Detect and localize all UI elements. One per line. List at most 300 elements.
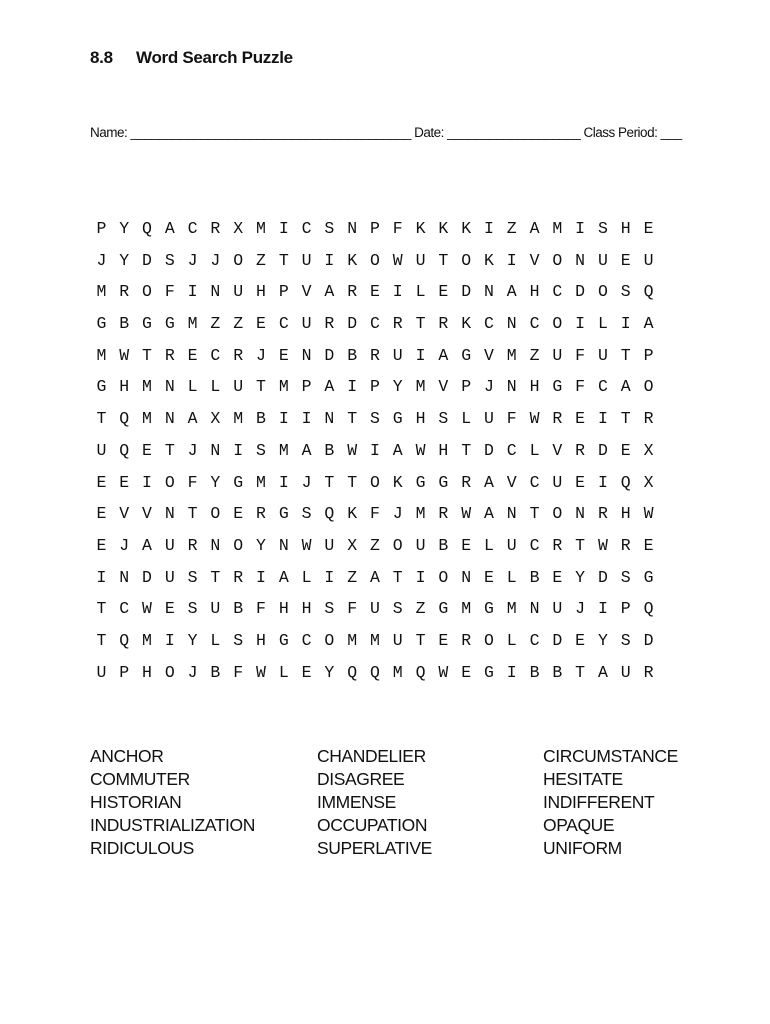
grid-letter: I <box>256 567 266 587</box>
grid-letter: T <box>620 345 631 365</box>
grid-letter: U <box>392 345 403 365</box>
grid-letter: W <box>461 504 472 524</box>
grid-letter: P <box>461 377 472 397</box>
grid-letter: I <box>324 250 335 270</box>
grid-row <box>90 498 660 530</box>
grid-letter: G <box>483 599 494 619</box>
grid-letter: E <box>620 250 631 270</box>
grid-letter: M <box>256 472 266 492</box>
grid-letter: M <box>415 504 426 524</box>
grid-letter: I <box>506 662 517 682</box>
grid-letter: O <box>210 504 221 524</box>
grid-letter: N <box>324 409 335 429</box>
grid-letter: G <box>96 377 107 397</box>
grid-letter: H <box>620 219 631 238</box>
grid-letter: Y <box>392 377 403 397</box>
grid-letter: H <box>529 282 540 302</box>
grid-row <box>90 371 660 403</box>
grid-letter: U <box>506 535 517 555</box>
grid-letter: U <box>210 599 221 619</box>
grid-letter: Z <box>529 345 540 365</box>
grid-letter: A <box>529 219 540 238</box>
grid-letter: G <box>552 377 563 397</box>
grid-letter: H <box>301 599 312 619</box>
grid-row <box>90 340 660 372</box>
grid-letter: O <box>483 630 494 650</box>
grid-letter: T <box>96 599 107 619</box>
grid-letter: M <box>96 345 107 365</box>
grid-letter: J <box>187 250 198 270</box>
grid-letter: J <box>483 377 494 397</box>
grid-letter: L <box>278 662 289 682</box>
grid-row <box>90 530 660 562</box>
grid-letter: A <box>142 535 152 555</box>
grid-letter: A <box>187 409 198 429</box>
grid-letter: Y <box>324 662 335 682</box>
grid-letter: H <box>256 630 266 650</box>
grid-letter: T <box>529 504 540 524</box>
grid-letter: I <box>142 472 152 492</box>
word-item: OPAQUE <box>543 815 615 835</box>
grid-letter: C <box>552 282 563 302</box>
grid-letter: B <box>233 599 244 619</box>
grid-letter: H <box>278 599 289 619</box>
word-item: INDUSTRIALIZATION <box>90 815 255 835</box>
grid-letter: O <box>461 250 472 270</box>
grid-letter: W <box>119 345 130 365</box>
word-list-column-2 <box>317 745 432 860</box>
grid-letter: D <box>461 282 472 302</box>
grid-letter: P <box>278 282 289 302</box>
grid-letter: S <box>620 630 631 650</box>
grid-letter: O <box>370 472 380 492</box>
grid-letter: W <box>256 662 266 682</box>
grid-letter: T <box>438 250 449 270</box>
grid-letter: V <box>552 440 563 460</box>
grid-letter: K <box>347 250 358 270</box>
grid-letter: G <box>278 504 289 524</box>
grid-letter: R <box>119 282 130 302</box>
grid-letter: A <box>506 282 517 302</box>
grid-letter: T <box>575 662 586 682</box>
grid-letter: B <box>256 409 266 429</box>
grid-letter: K <box>347 504 358 524</box>
grid-letter: E <box>483 567 494 587</box>
grid-letter: N <box>506 314 517 334</box>
grid-letter: R <box>187 535 198 555</box>
grid-letter: C <box>301 630 312 650</box>
grid-letter: S <box>256 440 266 460</box>
grid-letter: L <box>506 567 517 587</box>
grid-letter: B <box>438 535 449 555</box>
grid-letter: F <box>233 662 244 682</box>
grid-letter: C <box>210 345 221 365</box>
grid-letter: H <box>415 409 426 429</box>
grid-letter: B <box>210 662 221 682</box>
date-field: Date: ___________________ <box>414 125 581 140</box>
grid-letter: Y <box>210 472 221 492</box>
grid-letter: R <box>643 409 654 429</box>
word-item: DISAGREE <box>317 769 405 789</box>
word-item: ANCHOR <box>90 746 164 766</box>
word-search-grid <box>90 213 660 688</box>
grid-letter: Q <box>643 599 654 619</box>
grid-letter: F <box>575 377 586 397</box>
grid-letter: G <box>392 409 403 429</box>
grid-letter: R <box>370 345 380 365</box>
grid-letter: U <box>233 377 244 397</box>
grid-letter: N <box>164 409 175 429</box>
grid-letter: W <box>142 599 152 619</box>
grid-letter: K <box>415 219 426 238</box>
word-list-column-1 <box>90 745 255 860</box>
grid-letter: S <box>620 282 631 302</box>
word-item: OCCUPATION <box>317 815 428 835</box>
grid-letter: I <box>597 472 608 492</box>
grid-letter: U <box>392 630 403 650</box>
grid-letter: M <box>415 377 426 397</box>
grid-row <box>90 593 660 625</box>
grid-letter: J <box>119 535 130 555</box>
grid-letter: R <box>438 314 449 334</box>
grid-letter: G <box>142 314 152 334</box>
grid-letter: R <box>461 630 472 650</box>
grid-letter: R <box>438 504 449 524</box>
grid-letter: S <box>392 599 403 619</box>
grid-letter: T <box>415 630 426 650</box>
grid-letter: N <box>529 599 540 619</box>
grid-letter: E <box>575 472 586 492</box>
grid-letter: E <box>438 282 449 302</box>
grid-letter: N <box>506 377 517 397</box>
word-item: CHANDELIER <box>317 746 426 766</box>
grid-letter: E <box>438 630 449 650</box>
grid-letter: C <box>483 314 494 334</box>
grid-letter: G <box>96 314 107 334</box>
grid-letter: R <box>552 535 563 555</box>
section-number: 8.8 <box>90 48 113 67</box>
grid-letter: Q <box>347 662 358 682</box>
grid-letter: L <box>415 282 426 302</box>
grid-letter: I <box>597 599 608 619</box>
grid-letter: M <box>370 630 380 650</box>
grid-letter: V <box>301 282 312 302</box>
grid-letter: S <box>324 599 335 619</box>
grid-letter: R <box>575 440 586 460</box>
grid-letter: M <box>392 662 403 682</box>
grid-letter: J <box>210 250 221 270</box>
grid-letter: G <box>438 599 449 619</box>
grid-letter: D <box>575 282 586 302</box>
grid-letter: P <box>643 345 654 365</box>
grid-letter: C <box>278 314 289 334</box>
grid-letter: M <box>187 314 198 334</box>
grid-letter: G <box>278 630 289 650</box>
grid-letter: R <box>210 219 221 238</box>
grid-letter: Q <box>370 662 380 682</box>
grid-letter: S <box>301 504 312 524</box>
grid-letter: A <box>324 282 335 302</box>
grid-letter: S <box>164 250 175 270</box>
grid-letter: E <box>620 440 631 460</box>
grid-letter: M <box>278 440 289 460</box>
grid-letter: E <box>96 535 107 555</box>
grid-letter: W <box>597 535 608 555</box>
grid-row <box>90 276 660 308</box>
grid-letter: E <box>461 535 472 555</box>
grid-letter: S <box>597 219 608 238</box>
grid-letter: F <box>392 219 403 238</box>
grid-letter: U <box>620 662 631 682</box>
grid-letter: I <box>347 377 358 397</box>
grid-letter: E <box>164 599 175 619</box>
grid-letter: M <box>256 219 266 238</box>
grid-letter: O <box>142 282 152 302</box>
grid-row <box>90 308 660 340</box>
grid-letter: M <box>233 409 244 429</box>
grid-letter: Y <box>187 630 198 650</box>
grid-letter: R <box>233 567 244 587</box>
grid-letter: U <box>643 250 654 270</box>
grid-letter: K <box>483 250 494 270</box>
grid-letter: P <box>370 377 380 397</box>
grid-letter: H <box>438 440 449 460</box>
grid-letter: J <box>187 662 198 682</box>
grid-letter: Z <box>233 314 244 334</box>
grid-letter: A <box>483 472 494 492</box>
page-title <box>90 48 293 68</box>
grid-letter: F <box>506 409 517 429</box>
grid-letter: U <box>164 567 175 587</box>
word-item: HISTORIAN <box>90 792 182 812</box>
grid-letter: F <box>187 472 198 492</box>
grid-letter: D <box>597 440 608 460</box>
grid-letter: V <box>483 345 494 365</box>
grid-letter: I <box>301 409 312 429</box>
grid-letter: R <box>256 504 266 524</box>
grid-letter: L <box>301 567 312 587</box>
grid-letter: R <box>552 409 563 429</box>
grid-letter: N <box>210 440 221 460</box>
grid-letter: R <box>643 662 654 682</box>
title-text: Word Search Puzzle <box>136 48 293 67</box>
grid-letter: V <box>438 377 449 397</box>
grid-letter: A <box>164 219 175 238</box>
grid-letter: I <box>415 345 426 365</box>
word-item: IMMENSE <box>317 792 396 812</box>
grid-letter: I <box>278 409 289 429</box>
grid-letter: Q <box>324 504 335 524</box>
grid-letter: U <box>552 599 563 619</box>
grid-letter: O <box>233 250 244 270</box>
grid-letter: D <box>324 345 335 365</box>
grid-letter: L <box>187 377 198 397</box>
grid-letter: J <box>187 440 198 460</box>
grid-letter: L <box>461 409 472 429</box>
grid-letter: T <box>142 345 152 365</box>
grid-letter: G <box>483 662 494 682</box>
grid-letter: S <box>187 567 198 587</box>
grid-letter: U <box>597 250 608 270</box>
grid-letter: N <box>347 219 358 238</box>
grid-letter: T <box>278 250 289 270</box>
grid-letter: Y <box>256 535 266 555</box>
grid-letter: I <box>597 409 608 429</box>
grid-letter: A <box>370 567 380 587</box>
grid-letter: N <box>210 535 221 555</box>
grid-letter: W <box>438 662 449 682</box>
grid-letter: C <box>506 440 517 460</box>
class-period-field: Class Period: ___ <box>583 125 682 140</box>
grid-letter: R <box>164 345 175 365</box>
grid-letter: T <box>256 377 266 397</box>
word-item: UNIFORM <box>543 838 622 858</box>
grid-letter: E <box>187 345 198 365</box>
grid-letter: S <box>438 409 449 429</box>
grid-letter: Z <box>370 535 380 555</box>
grid-letter: V <box>506 472 517 492</box>
grid-letter: E <box>643 219 654 238</box>
grid-letter: F <box>575 345 586 365</box>
grid-letter: S <box>324 219 335 238</box>
grid-letter: X <box>347 535 358 555</box>
grid-letter: V <box>119 504 130 524</box>
grid-letter: S <box>233 630 244 650</box>
grid-letter: M <box>506 345 517 365</box>
grid-letter: S <box>620 567 631 587</box>
grid-letter: K <box>392 472 403 492</box>
grid-letter: E <box>96 504 107 524</box>
grid-letter: G <box>164 314 175 334</box>
grid-letter: C <box>529 630 540 650</box>
grid-letter: G <box>643 567 654 587</box>
grid-letter: T <box>187 504 198 524</box>
grid-letter: U <box>301 250 312 270</box>
grid-row <box>90 435 660 467</box>
grid-letter: O <box>164 662 175 682</box>
grid-letter: H <box>142 662 152 682</box>
grid-letter: I <box>575 219 586 238</box>
grid-letter: V <box>529 250 540 270</box>
grid-letter: M <box>347 630 358 650</box>
grid-letter: W <box>392 250 403 270</box>
grid-letter: N <box>575 250 586 270</box>
word-list-column-3 <box>543 745 678 860</box>
grid-letter: P <box>96 219 107 238</box>
grid-letter: D <box>347 314 358 334</box>
grid-letter: Y <box>119 250 130 270</box>
grid-letter: U <box>96 440 107 460</box>
grid-letter: N <box>575 504 586 524</box>
grid-letter: J <box>301 472 312 492</box>
grid-letter: F <box>164 282 175 302</box>
grid-letter: U <box>415 250 426 270</box>
grid-letter: J <box>96 250 107 270</box>
grid-letter: N <box>210 282 221 302</box>
grid-letter: T <box>461 440 472 460</box>
word-item: HESITATE <box>543 769 623 789</box>
grid-letter: A <box>597 662 608 682</box>
grid-letter: Q <box>142 219 152 238</box>
grid-letter: N <box>164 377 175 397</box>
grid-letter: E <box>142 440 152 460</box>
grid-letter: U <box>233 282 244 302</box>
grid-letter: U <box>96 662 107 682</box>
grid-letter: I <box>415 567 426 587</box>
grid-letter: T <box>347 472 358 492</box>
grid-letter: D <box>483 440 494 460</box>
grid-letter: O <box>552 250 563 270</box>
grid-letter: A <box>301 440 312 460</box>
grid-letter: O <box>392 535 403 555</box>
grid-letter: O <box>164 472 175 492</box>
grid-letter: R <box>620 535 631 555</box>
grid-row <box>90 625 660 657</box>
grid-letter: L <box>210 377 221 397</box>
grid-letter: D <box>142 567 152 587</box>
grid-letter: Y <box>575 567 586 587</box>
grid-letter: I <box>392 282 403 302</box>
grid-letter: J <box>575 599 586 619</box>
grid-letter: M <box>506 599 517 619</box>
grid-letter: R <box>233 345 244 365</box>
grid-letter: U <box>370 599 380 619</box>
grid-letter: T <box>392 567 403 587</box>
word-item: SUPERLATIVE <box>317 838 432 858</box>
grid-letter: M <box>461 599 472 619</box>
grid-letter: E <box>575 409 586 429</box>
grid-letter: K <box>438 219 449 238</box>
grid-letter: T <box>324 472 335 492</box>
grid-letter: Y <box>119 219 130 238</box>
grid-letter: G <box>415 472 426 492</box>
grid-letter: Y <box>597 630 608 650</box>
grid-letter: M <box>142 630 152 650</box>
grid-letter: I <box>483 219 494 238</box>
grid-letter: C <box>370 314 380 334</box>
grid-letter: K <box>461 219 472 238</box>
grid-letter: O <box>438 567 449 587</box>
grid-letter: B <box>347 345 358 365</box>
grid-letter: E <box>278 345 289 365</box>
grid-letter: Q <box>119 440 130 460</box>
grid-letter: I <box>324 567 335 587</box>
grid-letter: S <box>370 409 380 429</box>
grid-row <box>90 403 660 435</box>
grid-letter: L <box>483 535 494 555</box>
grid-letter: R <box>392 314 403 334</box>
grid-letter: A <box>278 567 289 587</box>
grid-letter: B <box>552 662 563 682</box>
grid-letter: F <box>256 599 266 619</box>
grid-letter: Z <box>210 314 221 334</box>
grid-letter: O <box>233 535 244 555</box>
grid-letter: T <box>164 440 175 460</box>
grid-letter: T <box>575 535 586 555</box>
grid-letter: M <box>278 377 289 397</box>
grid-letter: C <box>529 535 540 555</box>
grid-letter: J <box>392 504 403 524</box>
grid-letter: U <box>324 535 335 555</box>
grid-letter: Z <box>347 567 358 587</box>
grid-row <box>90 467 660 499</box>
grid-letter: X <box>643 472 654 492</box>
grid-letter: S <box>187 599 198 619</box>
student-info-line <box>90 125 682 140</box>
grid-letter: M <box>552 219 563 238</box>
grid-letter: O <box>643 377 654 397</box>
grid-letter: Z <box>256 250 266 270</box>
